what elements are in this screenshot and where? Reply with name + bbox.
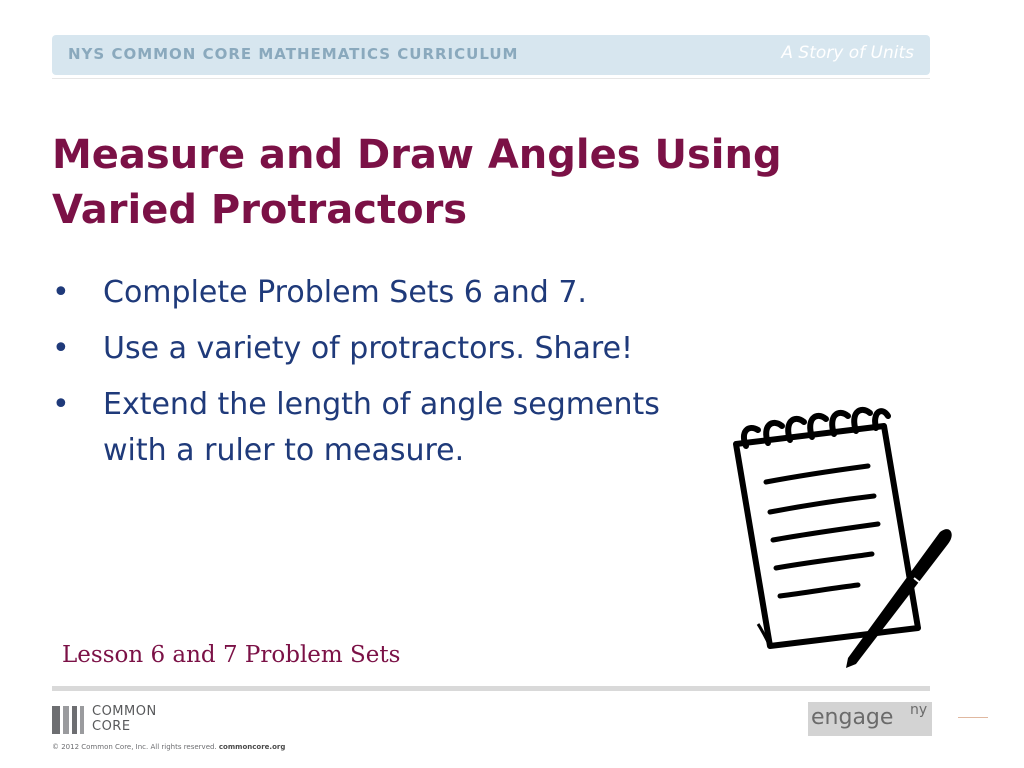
bullet-text: Complete Problem Sets 6 and 7.: [103, 275, 587, 310]
engage-word: engage: [811, 705, 894, 730]
accent-line: [958, 717, 988, 718]
notepad-and-pen-icon: [718, 402, 958, 674]
common-core-logo: [52, 704, 202, 736]
bullet-item: [52, 270, 712, 316]
bullet-item: [52, 326, 712, 372]
common-core-bars-icon: [52, 706, 86, 734]
footer-divider: [52, 686, 930, 691]
bullet-list: [52, 270, 712, 484]
curriculum-label: NYS COMMON CORE MATHEMATICS CURRICULUM: [68, 45, 519, 63]
bullet-item: [52, 382, 712, 474]
logo-line-core: CORE: [92, 719, 131, 734]
engage-ny-logo: [808, 702, 932, 736]
bullet-marker: •: [52, 387, 70, 422]
bullet-marker: •: [52, 331, 70, 366]
lesson-subtitle: Lesson 6 and 7 Problem Sets: [62, 642, 401, 668]
bullet-marker: •: [52, 275, 70, 310]
header-bar: [52, 35, 930, 75]
header-divider: [52, 78, 930, 79]
bullet-text: Use a variety of protractors. Share!: [103, 331, 634, 366]
logo-line-common: COMMON: [92, 704, 157, 719]
copyright-notice: [52, 743, 285, 751]
copyright-link[interactable]: commoncore.org: [218, 743, 286, 751]
series-label: A Story of Units: [781, 43, 914, 63]
engage-superscript: ny: [910, 702, 928, 718]
copyright-text: © 2012 Common Core, Inc. All rights reserved.: [52, 743, 217, 751]
bullet-text: Extend the length of angle segments with a ruler to measure.: [103, 387, 660, 468]
slide-title: Measure and Draw Angles Using Varied Protractors: [52, 132, 782, 233]
